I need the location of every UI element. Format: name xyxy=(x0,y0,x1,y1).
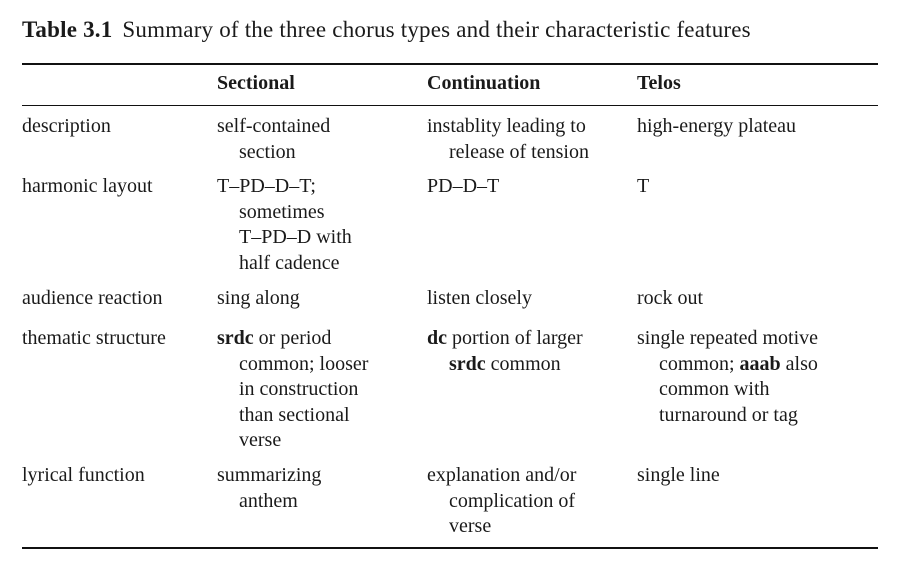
cell-description-sectional: self-contained section xyxy=(217,115,331,163)
cell-lyrical-function-continuation: explanation and/or complication of verse xyxy=(427,464,577,537)
cell-description-telos: high-energy plateau xyxy=(637,115,797,137)
table-caption xyxy=(22,17,751,43)
row-label-harmonic-layout: harmonic layout xyxy=(22,175,153,197)
cell-lyrical-function-sectional: summarizing anthem xyxy=(217,464,322,512)
row-label-thematic-structure: thematic structure xyxy=(22,327,166,349)
cell-thematic-structure-sectional: srdc or period common; looser in construction than sectional verse xyxy=(217,327,369,451)
top-rule xyxy=(22,63,878,65)
cell-thematic-structure-telos: single repeated motive common; aaab also common with turnaround or tag xyxy=(637,327,819,426)
cell-harmonic-layout-telos: T xyxy=(637,175,650,197)
column-header-telos: Telos xyxy=(637,72,681,94)
column-header-continuation: Continuation xyxy=(427,72,541,94)
row-label-description: description xyxy=(22,115,111,137)
bottom-rule xyxy=(22,547,878,549)
cell-thematic-structure-continuation: dc portion of larger srdc common xyxy=(427,327,583,375)
cell-harmonic-layout-sectional: T–PD–D–T; sometimes T–PD–D with half cadence xyxy=(217,175,352,274)
cell-lyrical-function-telos: single line xyxy=(637,464,720,486)
row-label-audience-reaction: audience reaction xyxy=(22,287,163,309)
table-title: Summary of the three chorus types and their characteristic features xyxy=(122,17,751,42)
cell-audience-reaction-sectional: sing along xyxy=(217,287,300,309)
table-label: Table 3.1 xyxy=(22,17,113,42)
cell-harmonic-layout-continuation: PD–D–T xyxy=(427,175,500,197)
row-label-lyrical-function: lyrical function xyxy=(22,464,145,486)
cell-audience-reaction-continuation: listen closely xyxy=(427,287,532,309)
cell-audience-reaction-telos: rock out xyxy=(637,287,704,309)
column-header-sectional: Sectional xyxy=(217,72,295,94)
cell-description-continuation: instablity leading to release of tension xyxy=(427,115,589,163)
header-rule xyxy=(22,105,878,106)
